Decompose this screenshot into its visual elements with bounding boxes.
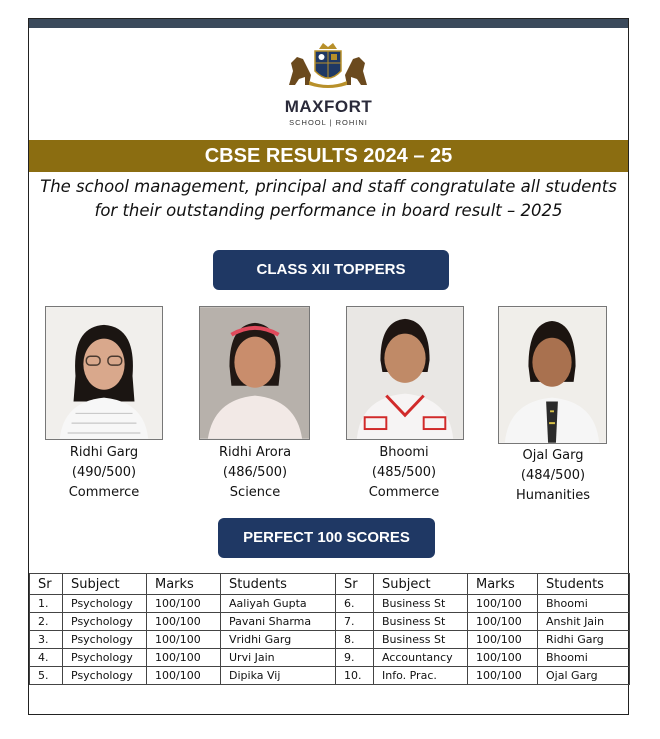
table-cell: 5. <box>30 667 63 685</box>
toppers-heading: CLASS XII TOPPERS <box>213 250 449 290</box>
topper-marks: (486/500) <box>222 465 288 480</box>
table-cell: 100/100 <box>468 667 538 685</box>
table-cell: Aaliyah Gupta <box>221 595 336 613</box>
table-cell: 1. <box>30 595 63 613</box>
column-header: Students <box>538 574 630 595</box>
table-cell: 100/100 <box>468 631 538 649</box>
school-name: MAXFORT <box>284 97 373 116</box>
results-title-band: CBSE RESULTS 2024 – 25 <box>29 140 628 172</box>
table-row <box>30 631 630 649</box>
topper-photo-4 <box>498 306 607 444</box>
table-cell: Psychology <box>63 631 147 649</box>
table-cell: Urvi Jain <box>221 649 336 667</box>
table-cell: Business St <box>374 595 468 613</box>
table-cell: Business St <box>374 613 468 631</box>
column-header: Marks <box>147 574 221 595</box>
table-cell: Psychology <box>63 613 147 631</box>
perfect-scores-table <box>29 573 630 685</box>
topper-stream: Commerce <box>368 485 440 500</box>
table-cell: Bhoomi <box>538 595 630 613</box>
column-header: Sr <box>30 574 63 595</box>
table-cell: 2. <box>30 613 63 631</box>
top-bar <box>29 19 628 28</box>
table-cell: 3. <box>30 631 63 649</box>
table-cell: Pavani Sharma <box>221 613 336 631</box>
table-cell: 100/100 <box>147 667 221 685</box>
perfect-scores-heading: PERFECT 100 SCORES <box>218 518 435 558</box>
topper-photo-2 <box>199 306 310 440</box>
topper-name: Ojal Garg <box>522 448 584 463</box>
congratulation-text <box>29 175 628 223</box>
table-cell: 100/100 <box>147 595 221 613</box>
topper-caption-4 <box>478 446 628 506</box>
table-cell: Ojal Garg <box>538 667 630 685</box>
topper-marks: (485/500) <box>371 465 437 480</box>
table-cell: 100/100 <box>468 613 538 631</box>
table-cell: 100/100 <box>468 649 538 667</box>
congratulation-line-2: for their outstanding performance in board result – 2025 <box>94 201 563 220</box>
table-cell: Vridhi Garg <box>221 631 336 649</box>
table-cell: 100/100 <box>147 613 221 631</box>
topper-photo-1 <box>45 306 163 440</box>
student-portrait-icon <box>347 307 463 439</box>
topper-caption-2 <box>180 443 330 503</box>
column-header: Students <box>221 574 336 595</box>
congratulation-line-1: The school management, principal and staff congratulate all students <box>40 177 617 196</box>
column-header: Subject <box>374 574 468 595</box>
result-poster <box>28 18 629 715</box>
table-row <box>30 667 630 685</box>
table-row <box>30 649 630 667</box>
topper-marks: (484/500) <box>520 468 586 483</box>
topper-caption-3 <box>329 443 479 503</box>
table-cell: Info. Prac. <box>374 667 468 685</box>
table-cell: 100/100 <box>468 595 538 613</box>
topper-stream: Science <box>229 485 281 500</box>
student-portrait-icon <box>200 307 309 439</box>
table-row <box>30 613 630 631</box>
topper-caption-1 <box>29 443 179 503</box>
table-cell: 8. <box>336 631 374 649</box>
school-subtitle: SCHOOL | ROHINI <box>289 118 368 127</box>
table-cell: Anshit Jain <box>538 613 630 631</box>
table-header-row <box>30 574 630 595</box>
table-cell: Psychology <box>63 667 147 685</box>
table-cell: Psychology <box>63 595 147 613</box>
topper-name: Ridhi Garg <box>69 445 139 460</box>
column-header: Sr <box>336 574 374 595</box>
table-cell: 100/100 <box>147 649 221 667</box>
student-portrait-icon <box>46 307 162 439</box>
topper-name: Ridhi Arora <box>218 445 292 460</box>
table-cell: 9. <box>336 649 374 667</box>
topper-photo-3 <box>346 306 464 440</box>
table-cell: Bhoomi <box>538 649 630 667</box>
column-header: Subject <box>63 574 147 595</box>
student-portrait-icon <box>499 307 606 443</box>
topper-name: Bhoomi <box>379 445 429 460</box>
table-cell: Ridhi Garg <box>538 631 630 649</box>
table-cell: 7. <box>336 613 374 631</box>
column-header: Marks <box>468 574 538 595</box>
table-cell: Accountancy <box>374 649 468 667</box>
table-cell: 10. <box>336 667 374 685</box>
table-cell: Business St <box>374 631 468 649</box>
topper-stream: Commerce <box>68 485 140 500</box>
topper-stream: Humanities <box>516 488 590 503</box>
table-row <box>30 595 630 613</box>
table-cell: 4. <box>30 649 63 667</box>
school-crest-logo <box>283 41 373 89</box>
table-cell: 100/100 <box>147 631 221 649</box>
topper-marks: (490/500) <box>71 465 137 480</box>
table-cell: 6. <box>336 595 374 613</box>
table-cell: Dipika Vij <box>221 667 336 685</box>
table-cell: Psychology <box>63 649 147 667</box>
